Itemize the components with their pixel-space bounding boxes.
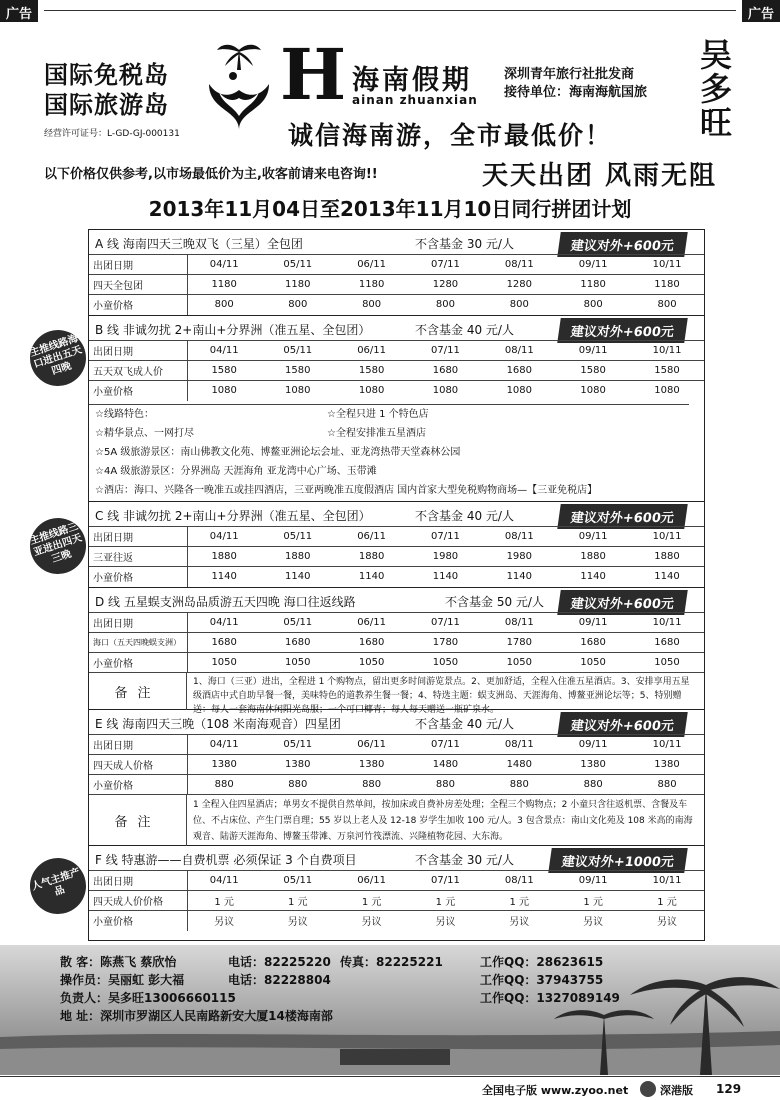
table-cell: 出团日期 bbox=[89, 613, 187, 633]
table-cell: 1140 bbox=[482, 567, 556, 587]
table-row bbox=[89, 295, 704, 315]
table-cell: 出团日期 bbox=[89, 255, 187, 275]
table-cell: 880 bbox=[261, 775, 335, 795]
table-cell: 1580 bbox=[335, 361, 409, 381]
page-footer-bar bbox=[0, 1076, 780, 1100]
table-cell: 10/11 bbox=[630, 871, 704, 891]
feature-row: ☆4A 级旅游景区：分界洲岛 天涯海角 亚龙湾中心广场、玉带滩 bbox=[95, 466, 377, 477]
table-cell: 08/11 bbox=[482, 871, 556, 891]
promo-tag-popular: 人气主推产品 bbox=[23, 851, 94, 922]
price-notice: 以下价格仅供参考,以市场最低价为主,收客前请来电咨询!! bbox=[44, 167, 378, 182]
remark-block bbox=[89, 794, 704, 846]
table-cell: 另议 bbox=[335, 911, 409, 931]
table-cell: 小童价格 bbox=[89, 381, 187, 401]
table-cell: 08/11 bbox=[482, 613, 556, 633]
table-cell: 880 bbox=[630, 775, 704, 795]
table-cell: 07/11 bbox=[409, 613, 483, 633]
remark-text: 1 全程入住四星酒店；单男女不提供自然单间，按加床或自费补房差处理；全程三个购物点；2 小童只含往返机票、含餐及车位、不占床位、产生门票自理；55 岁以上老人及 12-18 岁学生加收 100 元/人。3 包含景点：南山文化苑及 108 米高的南海观音、陆游天涯海角、博鳌玉带滩、万泉河竹筏漂流、兴隆植物花园、大东海。 bbox=[193, 800, 693, 842]
main-slogan: 诚信海南游，全市最低价！ bbox=[288, 121, 613, 150]
line-title: A 线 海南四天三晚双飞（三星）全包团 不含基金 30 元/人 bbox=[95, 237, 514, 251]
table-cell: 1 元 bbox=[261, 891, 335, 911]
table-cell: 1380 bbox=[556, 755, 630, 775]
table-cell: 1 元 bbox=[409, 891, 483, 911]
table-row bbox=[89, 275, 704, 295]
table-row bbox=[89, 775, 704, 795]
table-cell: 四天成人价价格 bbox=[89, 891, 187, 911]
header-slogan-left bbox=[44, 60, 169, 120]
table-cell: 1140 bbox=[556, 567, 630, 587]
remark-block bbox=[89, 672, 704, 715]
table-cell: 另议 bbox=[261, 911, 335, 931]
table-cell: 四天全包团 bbox=[89, 275, 187, 295]
price-grid bbox=[89, 340, 704, 401]
table-cell: 1 元 bbox=[482, 891, 556, 911]
table-cell: 四天成人价格 bbox=[89, 755, 187, 775]
suggested-price-badge: 建议对外+600元 bbox=[557, 232, 688, 257]
table-cell: 1180 bbox=[335, 275, 409, 295]
slogan-tourism: 国际旅游岛 bbox=[44, 91, 169, 119]
website-link[interactable]: 全国电子版 www.zyoo.net bbox=[482, 1084, 629, 1097]
table-row bbox=[89, 527, 704, 547]
table-row bbox=[89, 341, 704, 361]
agent-info bbox=[504, 66, 647, 102]
line-b-features bbox=[89, 404, 689, 500]
table-cell: 04/11 bbox=[187, 871, 261, 891]
table-cell: 06/11 bbox=[335, 255, 409, 275]
line-title: C 线 非诚勿扰 2+南山+分界洲（准五星、全包团） 不含基金 40 元/人 bbox=[95, 509, 514, 523]
line-b-section bbox=[89, 316, 704, 502]
table-cell: 另议 bbox=[482, 911, 556, 931]
table-cell: 1780 bbox=[482, 633, 556, 653]
table-cell: 1140 bbox=[187, 567, 261, 587]
table-row bbox=[89, 755, 704, 775]
table-cell: 10/11 bbox=[630, 613, 704, 633]
table-cell: 800 bbox=[187, 295, 261, 315]
fund-note: 不含基金 30 元/人 bbox=[415, 237, 514, 251]
table-cell: 另议 bbox=[556, 911, 630, 931]
table-cell: 1280 bbox=[482, 275, 556, 295]
feature-row: ☆精华景点、一网打尽 ☆全程安排准五星酒店 bbox=[95, 428, 426, 439]
itinerary-table bbox=[88, 229, 705, 941]
table-cell: 1680 bbox=[630, 633, 704, 653]
line-a-section bbox=[89, 230, 704, 316]
table-cell: 1180 bbox=[556, 275, 630, 295]
table-cell: 1140 bbox=[630, 567, 704, 587]
table-row bbox=[89, 255, 704, 275]
table-cell: 1880 bbox=[187, 547, 261, 567]
table-cell: 09/11 bbox=[556, 613, 630, 633]
line-c-section bbox=[89, 502, 704, 588]
table-cell: 05/11 bbox=[261, 255, 335, 275]
table-cell: 1880 bbox=[556, 547, 630, 567]
table-cell: 1480 bbox=[409, 755, 483, 775]
table-cell: 1 元 bbox=[335, 891, 409, 911]
price-grid bbox=[89, 612, 704, 673]
table-cell: 1050 bbox=[482, 653, 556, 673]
table-cell: 1140 bbox=[335, 567, 409, 587]
contact-person-name: 吴多旺 bbox=[699, 36, 732, 142]
table-cell: 06/11 bbox=[335, 735, 409, 755]
table-cell: 1080 bbox=[261, 381, 335, 401]
line-f-section bbox=[89, 846, 704, 942]
table-cell: 出团日期 bbox=[89, 871, 187, 891]
price-grid bbox=[89, 526, 704, 587]
table-cell: 1140 bbox=[261, 567, 335, 587]
table-cell: 06/11 bbox=[335, 613, 409, 633]
table-cell: 1380 bbox=[335, 755, 409, 775]
table-cell: 1080 bbox=[335, 381, 409, 401]
table-cell: 1050 bbox=[261, 653, 335, 673]
fund-note: 不含基金 40 元/人 bbox=[415, 717, 514, 731]
table-cell: 1380 bbox=[187, 755, 261, 775]
price-grid bbox=[89, 254, 704, 315]
line-title: E 线 海南四天三晚（108 米南海观音）四星团 不含基金 40 元/人 bbox=[95, 717, 514, 731]
fund-note: 不含基金 30 元/人 bbox=[415, 853, 514, 867]
table-cell: 1380 bbox=[630, 755, 704, 775]
table-cell: 1080 bbox=[482, 381, 556, 401]
line-title: B 线 非诚勿扰 2+南山+分界洲（准五星、全包团） 不含基金 40 元/人 bbox=[95, 323, 514, 337]
table-cell: 1180 bbox=[187, 275, 261, 295]
table-row bbox=[89, 911, 704, 931]
table-cell: 880 bbox=[335, 775, 409, 795]
fund-note: 不含基金 50 元/人 bbox=[445, 595, 544, 609]
table-cell: 1140 bbox=[409, 567, 483, 587]
table-cell: 880 bbox=[556, 775, 630, 795]
table-cell: 1880 bbox=[630, 547, 704, 567]
table-cell: 1880 bbox=[335, 547, 409, 567]
table-row bbox=[89, 547, 704, 567]
table-cell: 06/11 bbox=[335, 527, 409, 547]
table-cell: 1050 bbox=[556, 653, 630, 673]
schedule-period-title: 2013年11月04日至2013年11月10日同行拼团计划 bbox=[148, 197, 632, 221]
table-cell: 880 bbox=[187, 775, 261, 795]
table-cell: 07/11 bbox=[409, 735, 483, 755]
table-cell: 800 bbox=[556, 295, 630, 315]
brand-name: 海南假期 bbox=[352, 65, 472, 96]
table-cell: 04/11 bbox=[187, 527, 261, 547]
table-cell: 07/11 bbox=[409, 871, 483, 891]
agent-receiver: 接待单位：海南海航国旅 bbox=[504, 85, 648, 100]
suggested-price-badge: 建议对外+600元 bbox=[557, 712, 688, 737]
table-cell: 1580 bbox=[556, 361, 630, 381]
table-row bbox=[89, 361, 704, 381]
suggested-price-badge: 建议对外+600元 bbox=[557, 590, 688, 615]
table-cell: 10/11 bbox=[630, 255, 704, 275]
table-cell: 1 元 bbox=[187, 891, 261, 911]
table-cell: 1080 bbox=[630, 381, 704, 401]
table-cell: 三亚往返 bbox=[89, 547, 187, 567]
suggested-price-badge: 建议对外+600元 bbox=[557, 318, 688, 343]
table-cell: 09/11 bbox=[556, 735, 630, 755]
table-cell: 小童价格 bbox=[89, 567, 187, 587]
table-cell: 10/11 bbox=[630, 527, 704, 547]
table-cell: 05/11 bbox=[261, 735, 335, 755]
table-cell: 1050 bbox=[335, 653, 409, 673]
line-e-section bbox=[89, 710, 704, 846]
table-cell: 1980 bbox=[482, 547, 556, 567]
footer-beach-contacts: 散 客：陈燕飞 蔡欣怡 电话：82225220 传真：82225221 工作QQ：28623615 操作员：吴丽虹 彭大福 电话：82228804 工作QQ：37943755 负责人：吴多旺13006660115 工作QQ：1327089149 地 址：深圳市罗湖区人民南路新安大厦14楼海南部 bbox=[0, 945, 780, 1075]
table-cell: 800 bbox=[261, 295, 335, 315]
ad-label-left: 广告 bbox=[0, 0, 38, 22]
table-cell: 出团日期 bbox=[89, 735, 187, 755]
table-cell: 1980 bbox=[409, 547, 483, 567]
table-cell: 04/11 bbox=[187, 613, 261, 633]
table-cell: 10/11 bbox=[630, 341, 704, 361]
table-cell: 08/11 bbox=[482, 735, 556, 755]
table-cell: 08/11 bbox=[482, 341, 556, 361]
table-row bbox=[89, 735, 704, 755]
line-title: D 线 五星蜈支洲岛品质游五天四晚 海口往返线路 不含基金 50 元/人 bbox=[95, 595, 544, 609]
table-cell: 09/11 bbox=[556, 341, 630, 361]
brand-letter-h: H bbox=[280, 33, 347, 116]
daily-departure: 天天出团 风雨无阻 bbox=[482, 161, 718, 191]
table-cell: 1 元 bbox=[556, 891, 630, 911]
remark-label: 备注 bbox=[89, 673, 187, 710]
promo-tag-haikou: 主推线路海口进出五天四晚 bbox=[23, 323, 94, 394]
table-cell: 1 元 bbox=[630, 891, 704, 911]
table-row bbox=[89, 381, 704, 401]
table-cell: 1180 bbox=[261, 275, 335, 295]
suggested-price-badge: 建议对外+1000元 bbox=[548, 848, 688, 873]
slogan-duty-free: 国际免税岛 bbox=[44, 61, 169, 89]
table-cell: 05/11 bbox=[261, 871, 335, 891]
table-cell: 1880 bbox=[261, 547, 335, 567]
license-number: 经营许可证号：L-GD-GJ-000131 bbox=[44, 129, 180, 139]
table-cell: 1680 bbox=[187, 633, 261, 653]
table-row bbox=[89, 891, 704, 911]
remark-text: 1、海口（三亚）进出，全程进 1 个购物点，留出更多时间游览景点。2、更加舒适，全程入住准五星酒店。3、安排享用五星级酒店中式自助早餐一餐，美味特色的道教养生餐一餐；4、特选主题：蜈支洲岛、天涯海角、博鳌亚洲论坛等；5、特别赠送：每人一套海南休闲阳光岛服；一个可口椰青；每人每天赠送一瓶矿泉水。 bbox=[193, 677, 690, 715]
table-cell: 1680 bbox=[482, 361, 556, 381]
table-cell: 08/11 bbox=[482, 527, 556, 547]
price-grid bbox=[89, 870, 704, 931]
table-row bbox=[89, 613, 704, 633]
table-cell: 06/11 bbox=[335, 871, 409, 891]
table-cell: 另议 bbox=[409, 911, 483, 931]
table-cell: 1280 bbox=[409, 275, 483, 295]
table-row bbox=[89, 653, 704, 673]
edition-label: 深港版 bbox=[660, 1084, 693, 1097]
table-cell: 04/11 bbox=[187, 735, 261, 755]
table-cell: 10/11 bbox=[630, 735, 704, 755]
table-row bbox=[89, 633, 704, 653]
table-cell: 1680 bbox=[409, 361, 483, 381]
table-cell: 1080 bbox=[187, 381, 261, 401]
table-cell: 五天双飞成人价 bbox=[89, 361, 187, 381]
table-cell: 880 bbox=[482, 775, 556, 795]
feature-row: ☆5A 级旅游景区：南山佛教文化苑、博鳌亚洲论坛会址、亚龙湾热带天堂森林公园 bbox=[95, 447, 461, 458]
table-cell: 06/11 bbox=[335, 341, 409, 361]
table-cell: 05/11 bbox=[261, 613, 335, 633]
line-d-section bbox=[89, 588, 704, 715]
top-divider bbox=[44, 10, 736, 11]
remark-label: 备注 bbox=[89, 795, 187, 846]
table-cell: 04/11 bbox=[187, 255, 261, 275]
table-cell: 09/11 bbox=[556, 255, 630, 275]
table-cell: 1050 bbox=[187, 653, 261, 673]
table-cell: 800 bbox=[630, 295, 704, 315]
table-cell: 1080 bbox=[409, 381, 483, 401]
table-cell: 小童价格 bbox=[89, 295, 187, 315]
table-cell: 1580 bbox=[187, 361, 261, 381]
table-cell: 1180 bbox=[630, 275, 704, 295]
table-row bbox=[89, 567, 704, 587]
table-cell: 1080 bbox=[556, 381, 630, 401]
table-cell: 1680 bbox=[556, 633, 630, 653]
page-number: 129 bbox=[716, 1082, 742, 1096]
table-cell: 出团日期 bbox=[89, 341, 187, 361]
table-cell: 08/11 bbox=[482, 255, 556, 275]
table-cell: 1580 bbox=[261, 361, 335, 381]
brand-pinyin: ainan zhuanxian bbox=[352, 93, 478, 107]
table-cell: 海口（五天四晚蜈支洲） bbox=[89, 633, 187, 653]
table-cell: 另议 bbox=[630, 911, 704, 931]
ad-label-right: 广告 bbox=[742, 0, 780, 22]
table-cell: 07/11 bbox=[409, 255, 483, 275]
edition-logo-icon bbox=[640, 1081, 656, 1097]
table-cell: 小童价格 bbox=[89, 911, 187, 931]
feature-row: ☆线路特色： ☆全程只进 1 个特色店 bbox=[95, 409, 429, 420]
feature-row: ☆酒店：海口、兴隆各一晚准五或挂四酒店，三亚两晚准五度假酒店 国内首家大型免税购物商场—【三亚免税店】 bbox=[95, 485, 598, 496]
table-cell: 小童价格 bbox=[89, 775, 187, 795]
table-cell: 05/11 bbox=[261, 341, 335, 361]
table-cell: 另议 bbox=[187, 911, 261, 931]
suggested-price-badge: 建议对外+600元 bbox=[557, 504, 688, 529]
table-cell: 1680 bbox=[261, 633, 335, 653]
table-cell: 1050 bbox=[630, 653, 704, 673]
table-cell: 09/11 bbox=[556, 527, 630, 547]
fund-note: 不含基金 40 元/人 bbox=[415, 323, 514, 337]
table-cell: 09/11 bbox=[556, 871, 630, 891]
agent-wholesaler: 深圳青年旅行社批发商 bbox=[504, 67, 635, 82]
table-cell: 1580 bbox=[630, 361, 704, 381]
table-cell: 05/11 bbox=[261, 527, 335, 547]
table-cell: 800 bbox=[482, 295, 556, 315]
promo-tag-sanya: 主推线路三亚进出四天三晚 bbox=[23, 511, 94, 582]
price-grid bbox=[89, 734, 704, 795]
table-cell: 880 bbox=[409, 775, 483, 795]
table-cell: 04/11 bbox=[187, 341, 261, 361]
table-cell: 1380 bbox=[261, 755, 335, 775]
fund-note: 不含基金 40 元/人 bbox=[415, 509, 514, 523]
table-cell: 07/11 bbox=[409, 527, 483, 547]
table-cell: 1480 bbox=[482, 755, 556, 775]
table-row bbox=[89, 871, 704, 891]
table-cell: 1050 bbox=[409, 653, 483, 673]
table-cell: 800 bbox=[409, 295, 483, 315]
table-cell: 1780 bbox=[409, 633, 483, 653]
table-cell: 小童价格 bbox=[89, 653, 187, 673]
table-cell: 出团日期 bbox=[89, 527, 187, 547]
table-cell: 07/11 bbox=[409, 341, 483, 361]
table-cell: 1680 bbox=[335, 633, 409, 653]
line-title: F 线 特惠游——自费机票 必须保证 3 个自费项目 不含基金 30 元/人 bbox=[95, 853, 514, 867]
palm-logo-icon bbox=[203, 40, 275, 134]
table-cell: 800 bbox=[335, 295, 409, 315]
